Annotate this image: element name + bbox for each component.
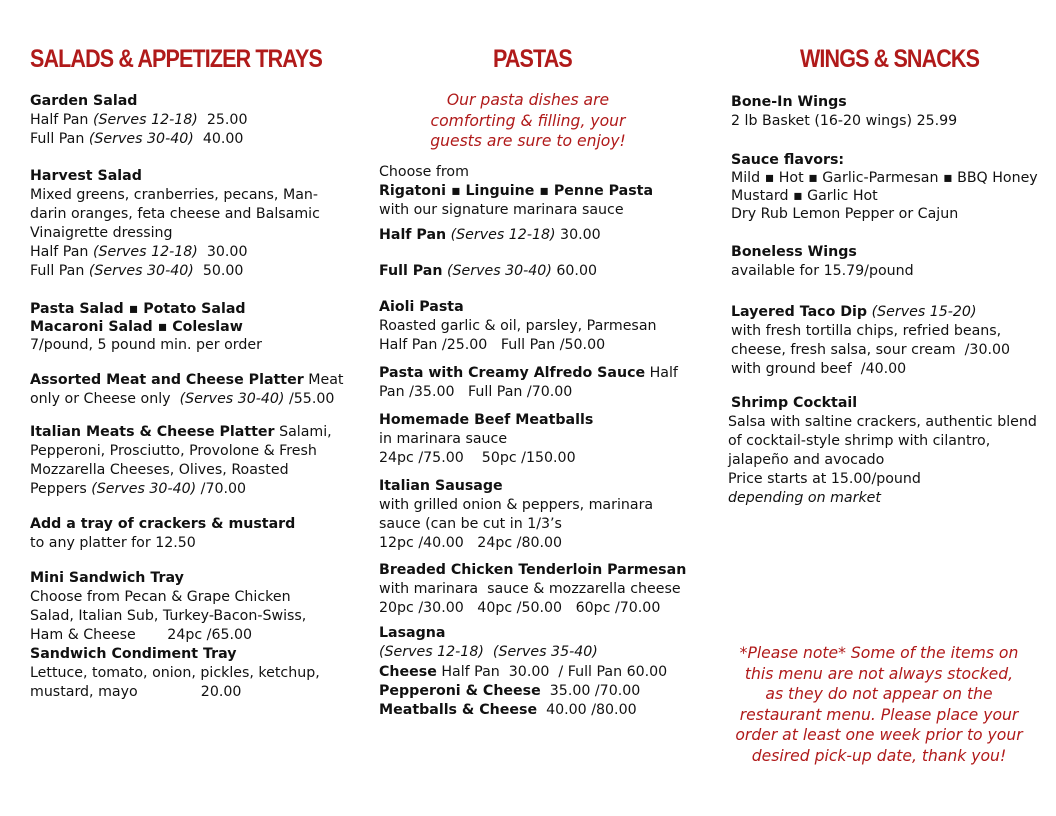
italian-line-1: Italian Meats & Cheese Platter Salami, xyxy=(30,424,332,440)
meatballs-prices: 24pc /75.00 50pc /150.00 xyxy=(379,450,576,466)
boneless-wings xyxy=(731,243,914,281)
taco-line-0: Layered Taco Dip (Serves 15-20) xyxy=(731,304,977,320)
side-salads-price: 7/pound, 5 pound min. per order xyxy=(30,337,262,353)
aioli-prices: Half Pan /25.00 Full Pan /50.00 xyxy=(379,337,606,353)
sauce-name: Sauce flavors: xyxy=(731,152,845,168)
pasta-sauce: with our signature marinara sauce xyxy=(379,202,624,218)
alfredo-line-2: Pan /35.00 Full Pan /70.00 xyxy=(379,384,573,400)
bone-in-name: Bone-In Wings xyxy=(731,94,847,110)
sausage-name: Italian Sausage xyxy=(379,478,503,494)
sandwich-line-3: Ham & Cheese 24pc /65.00 xyxy=(30,627,253,643)
taco-line-1: with fresh tortilla chips, refried beans, xyxy=(731,323,1002,339)
lasagna-meatballs: Meatballs & Cheese 40.00 /80.00 xyxy=(379,702,637,718)
aioli-desc: Roasted garlic & oil, parsley, Parmesan xyxy=(379,318,657,334)
condiment-line-2: mustard, mayo 20.00 xyxy=(30,684,242,700)
boneless-desc: available for 15.79/pound xyxy=(731,263,914,279)
aioli-pasta xyxy=(379,298,657,355)
bone-in-desc: 2 lb Basket (16-20 wings) 25.99 xyxy=(731,113,958,129)
pasta-types: Rigatoni ▪ Linguine ▪ Penne Pasta xyxy=(379,183,654,199)
garden-salad xyxy=(30,92,247,149)
garden-salad-half: Half Pan (Serves 12-18) 25.00 xyxy=(30,112,248,128)
sauce-line-2: Mustard ▪ Garlic Hot xyxy=(731,188,878,204)
harvest-desc-2: darin oranges, feta cheese and Balsamic xyxy=(30,206,320,222)
sausage-line-1: with grilled onion & peppers, marinara xyxy=(379,497,654,513)
lasagna-cheese: Cheese Half Pan 30.00 / Full Pan 60.00 xyxy=(379,664,668,680)
condiment-name: Sandwich Condiment Tray xyxy=(30,646,237,662)
side-salads-line-1: Pasta Salad ▪ Potato Salad xyxy=(30,301,246,317)
crackers-price: to any platter for 12.50 xyxy=(30,535,196,551)
italian-platter xyxy=(30,423,332,499)
shrimp-line-4: Price starts at 15.00/pound xyxy=(728,471,921,487)
harvest-salad xyxy=(30,167,320,281)
alfredo-line-1: Pasta with Creamy Alfredo Sauce Half xyxy=(379,365,678,381)
order-note xyxy=(730,643,1028,767)
lasagna-pepperoni: Pepperoni & Cheese 35.00 /70.00 xyxy=(379,683,641,699)
note-line-5: order at least one week prior to your xyxy=(735,726,1023,745)
shrimp-line-2: of cocktail-style shrimp with cilantro, xyxy=(728,433,991,449)
taco-line-3: with ground beef /40.00 xyxy=(731,361,907,377)
taco-line-2: cheese, fresh salsa, sour cream /30.00 xyxy=(731,342,1011,358)
chicken-parmesan xyxy=(379,561,686,618)
crackers-name: Add a tray of crackers & mustard xyxy=(30,516,296,532)
harvest-salad-name: Harvest Salad xyxy=(30,168,142,184)
chicken-name: Breaded Chicken Tenderloin Parmesan xyxy=(379,562,687,578)
meat-cheese-line-2: only or Cheese only (Serves 30-40) /55.00 xyxy=(30,391,335,407)
italian-line-4: Peppers (Serves 30-40) /70.00 xyxy=(30,481,247,497)
harvest-full: Full Pan (Serves 30-40) 50.00 xyxy=(30,263,244,279)
pasta-intro xyxy=(380,90,676,152)
bone-in-wings xyxy=(731,93,957,131)
pasta-intro-2: comforting & filling, your xyxy=(430,111,626,130)
lasagna xyxy=(379,624,667,720)
meatballs-desc: in marinara sauce xyxy=(379,431,508,447)
meatballs-name: Homemade Beef Meatballs xyxy=(379,412,594,428)
sausage-line-2: sauce (can be cut in 1/3’s xyxy=(379,516,562,532)
aioli-name: Aioli Pasta xyxy=(379,299,464,315)
chicken-desc: with marinara sauce & mozzarella cheese xyxy=(379,581,681,597)
pasta-choose: Choose from xyxy=(379,164,469,180)
pasta-intro-3: guests are sure to enjoy! xyxy=(430,132,626,151)
garden-salad-name: Garden Salad xyxy=(30,93,138,109)
wings-heading: WINGS & SNACKS xyxy=(800,45,980,73)
condiment-line-1: Lettuce, tomato, onion, pickles, ketchup, xyxy=(30,665,320,681)
garden-salad-full: Full Pan (Serves 30-40) 40.00 xyxy=(30,131,244,147)
meat-cheese-platter xyxy=(30,371,343,409)
lasagna-name: Lasagna xyxy=(379,625,446,641)
taco-dip xyxy=(731,303,1010,379)
crackers-addon xyxy=(30,515,295,553)
sausage-prices: 12pc /40.00 24pc /80.00 xyxy=(379,535,563,551)
sauce-line-1: Mild ▪ Hot ▪ Garlic-Parmesan ▪ BBQ Honey xyxy=(731,170,1038,186)
italian-line-2: Pepperoni, Prosciutto, Provolone & Fresh xyxy=(30,443,317,459)
note-line-1: *Please note* Some of the items on xyxy=(739,644,1019,662)
sauce-flavors xyxy=(731,151,1038,223)
shrimp-line-5: depending on market xyxy=(728,490,881,506)
meat-cheese-line-1: Assorted Meat and Cheese Platter Meat xyxy=(30,372,344,388)
harvest-desc-1: Mixed greens, cranberries, pecans, Man- xyxy=(30,187,319,203)
note-line-2: this menu are not always stocked, xyxy=(744,664,1014,683)
pasta-full-pan: Full Pan (Serves 30-40) 60.00 xyxy=(379,263,597,279)
alfredo-pasta xyxy=(379,364,678,402)
italian-line-3: Mozzarella Cheeses, Olives, Roasted xyxy=(30,462,289,478)
italian-sausage xyxy=(379,477,653,553)
sandwich-name: Mini Sandwich Tray xyxy=(30,570,184,586)
note-line-3: as they do not appear on the xyxy=(765,685,993,704)
pasta-choices xyxy=(379,163,653,220)
beef-meatballs xyxy=(379,411,593,468)
lasagna-serves: (Serves 12-18) (Serves 35-40) xyxy=(379,644,598,660)
pasta-half-pan: Half Pan (Serves 12-18) 30.00 xyxy=(379,227,601,243)
harvest-desc-3: Vinaigrette dressing xyxy=(30,225,173,241)
sandwich-line-1: Choose from Pecan & Grape Chicken xyxy=(30,589,291,605)
salads-heading: SALADS & APPETIZER TRAYS xyxy=(30,45,322,73)
pastas-heading: PASTAS xyxy=(493,45,572,73)
sauce-line-3: Dry Rub Lemon Pepper or Cajun xyxy=(731,206,959,222)
note-line-4: restaurant menu. Please place your xyxy=(739,705,1019,724)
shrimp-name: Shrimp Cocktail xyxy=(731,395,858,411)
note-line-6: desired pick-up date, thank you! xyxy=(751,746,1007,765)
shrimp-line-1: Salsa with saltine crackers, authentic blend xyxy=(728,414,1037,430)
mini-sandwich-tray xyxy=(30,569,320,702)
side-salads-line-2: Macaroni Salad ▪ Coleslaw xyxy=(30,319,243,335)
shrimp-cocktail xyxy=(728,394,1037,508)
boneless-name: Boneless Wings xyxy=(731,244,857,260)
pasta-intro-1: Our pasta dishes are xyxy=(446,91,610,109)
chicken-prices: 20pc /30.00 40pc /50.00 60pc /70.00 xyxy=(379,600,661,616)
sandwich-line-2: Salad, Italian Sub, Turkey-Bacon-Swiss, xyxy=(30,608,307,624)
shrimp-line-3: jalapeño and avocado xyxy=(728,452,885,468)
side-salads xyxy=(30,300,262,354)
harvest-half: Half Pan (Serves 12-18) 30.00 xyxy=(30,244,248,260)
